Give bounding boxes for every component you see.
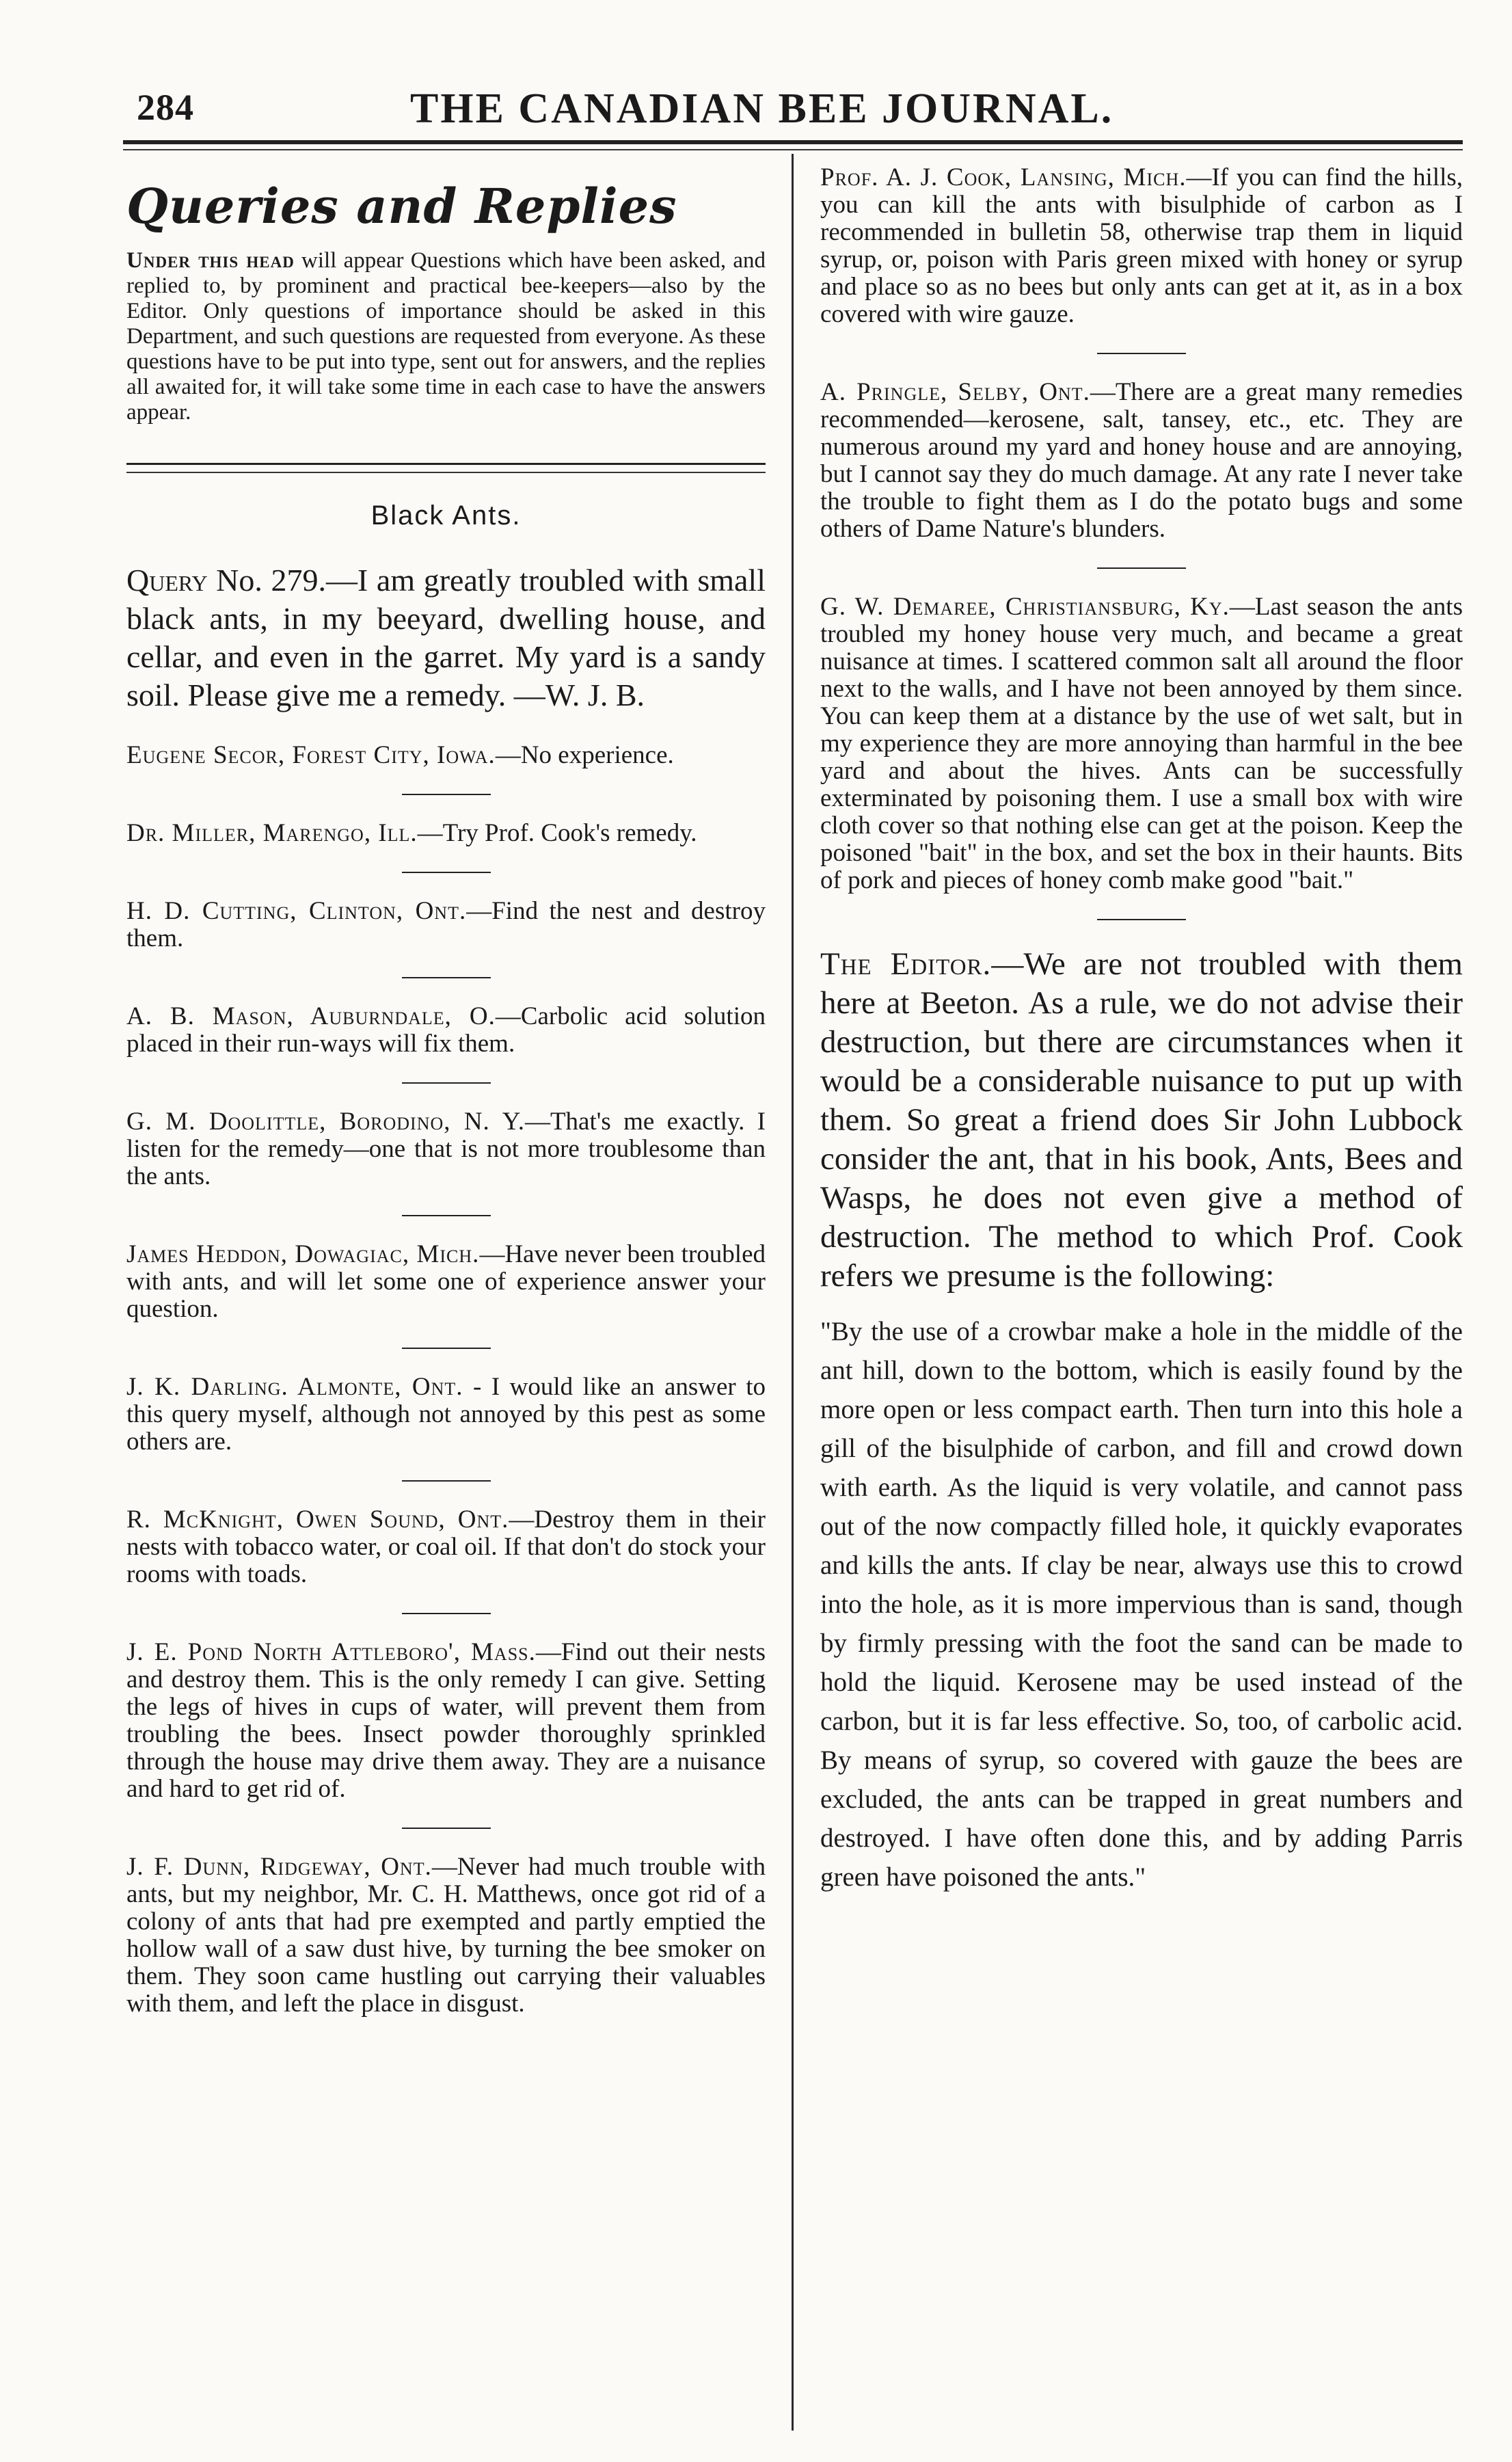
journal-title: THE CANADIAN BEE JOURNAL. — [410, 85, 1114, 132]
reply-text: —Last season the ants troubled my honey house very much, and became a great nuisance at times. I scattered common salt all around the floor next to the walls, and I have not been annoyed by them since. You can keep them at a distance by the use of wet salt, but in my experience they are more annoying than harmful in the bee yard and about the hives. Ants can be successfully exterminated by poisoning them. I use a small box with wire cloth cover so that nothing else can get at the poison. Keep the poisoned "bait" in the box, and set the box in their haunts. Bits of pork and pieces of honey comb make good "bait." — [820, 593, 1463, 894]
reply-text: —Carbolic acid solution placed in their run-ways will fix them. — [126, 1002, 766, 1058]
reply-author: A. Pringle, Selby, Ont. — [820, 378, 1090, 406]
reply-separator — [402, 794, 491, 795]
reply-text: - I would like an answer to this query myself, although not annoyed by this pest as some others are. — [126, 1373, 766, 1456]
header-rule — [123, 140, 1463, 144]
reply-author: J. E. Pond North Attleboro', Mass. — [126, 1638, 536, 1666]
reply — [126, 1241, 766, 1323]
query-lead: Query — [126, 563, 208, 598]
right-column — [807, 164, 1476, 1897]
intro-lead: Under this head — [126, 248, 295, 273]
reply-separator — [402, 872, 491, 873]
reply-text: —If you can find the hills, you can kill the ants with bisulphide of carbon as I recommended in bulletin 58, otherwise trap them in liquid syrup, or, poison with Paris green mixed with honey or syrup and place so as no bees but only ants can get at it, as in a box covered with wire gauze. — [820, 163, 1463, 328]
reply-author: A. B. Mason, Auburndale, O. — [126, 1002, 496, 1030]
editor-text: —We are not troubled with them here at Beeton. As a rule, we do not advise their destruction, but there are circumstances when it would be a considerable nuisance to put up with them. So great a friend does Sir John Lubbock consider the ant, that in his book, Ants, Bees and Wasps, he does not even give a method of destruction. The method to which Prof. Cook refers we presume is the following: — [820, 946, 1463, 1294]
section-divider — [126, 463, 766, 473]
reply-text: —Find the nest and destroy them. — [126, 897, 766, 952]
left-column — [113, 164, 779, 2018]
reply-text: —There are a great many remedies recommended—kerosene, salt, tansey, etc., etc. They are numerous around my yard and honey house and are annoying, but I cannot say they do much damage. At any rate I never take the trouble to fight them as I do the potato bugs and some others of Dame Nature's blunders. — [820, 378, 1463, 543]
reply — [126, 1506, 766, 1588]
reply — [126, 898, 766, 952]
reply-text: —Never had much trouble with ants, but my neighbor, Mr. C. H. Matthews, once got rid of a colony of ants that had pre exempted and partly emptied the hollow wall of a saw dust hive, by turning the bee smoker on them. They soon came hustling out carrying their valuables with them, and left the place in disgust. — [126, 1853, 766, 2018]
reply-author: Dr. Miller, Marengo, Ill. — [126, 819, 418, 847]
editor-quote: "By the use of a crowbar make a hole in the middle of the ant hill, down to the bottom, which is easily found by the more open or less compact earth. Then turn into this hole a gill of the bisulphide of carbon, and fill and crowd down with earth. As the liquid is very volatile, and cannot pass out of the now compactly filled hole, it quickly evaporates and kills the ants. If clay be near, always use this to crowd into the hole, as it is more impervious than is sand, though by firmly pressing with the foot the sand can be made to hold the liquid. Kerosene may be used instead of the carbon, but it is far less effective. So, too, of carbolic acid. By means of syrup, so covered with gauze the bees are excluded, the ants can be trapped in great numbers and destroyed. I have often done this, and by adding Parris green have poisoned the ants." — [820, 1317, 1463, 1892]
reply-author: G. M. Doolittle, Borodino, N. Y. — [126, 1108, 525, 1136]
reply-separator — [1097, 353, 1186, 354]
editor-author: The Editor. — [820, 946, 992, 982]
section-title: Queries and Replies — [126, 178, 677, 235]
query-subhead: Black Ants. — [370, 500, 522, 531]
reply — [126, 742, 766, 769]
reply-author: R. McKnight, Owen Sound, Ont. — [126, 1506, 509, 1534]
reply-author: James Heddon, Dowagiac, Mich. — [126, 1240, 480, 1268]
page-number: 284 — [137, 87, 194, 128]
reply — [820, 379, 1463, 543]
reply-separator — [402, 977, 491, 978]
query-text — [126, 561, 766, 714]
reply-separator — [402, 1348, 491, 1349]
page-header — [123, 81, 1463, 135]
reply-separator — [402, 1613, 491, 1614]
reply-author: J. K. Darling. Almonte, Ont. — [126, 1373, 463, 1401]
reply — [126, 1854, 766, 2018]
editor-reply — [820, 945, 1463, 1296]
reply — [820, 164, 1463, 328]
reply-author: J. F. Dunn, Ridgeway, Ont. — [126, 1853, 432, 1881]
reply-separator — [1097, 567, 1186, 569]
reply-separator — [402, 1480, 491, 1482]
reply-text: —Destroy them in their nests with tobacco water, or coal oil. If that don't do stock your rooms with toads. — [126, 1506, 766, 1588]
reply-author: Prof. A. J. Cook, Lansing, Mich. — [820, 163, 1187, 191]
reply-text: —Have never been troubled with ants, and will let some one of experience answer your question. — [126, 1240, 766, 1323]
section-intro — [126, 248, 766, 425]
header-rule-thin — [123, 149, 1463, 150]
intro-body: will appear Questions which have been asked, and replied to, by prominent and practical bee-keepers—also by the Editor. Only questions of importance should be asked in this Department, and such questions are requested from everyone. As these questions have to be put into type, sent out for answers, and the replies all awaited for, it will take some time in each case to have the answers appear. — [126, 248, 766, 425]
column-divider — [792, 154, 794, 2431]
reply-separator — [1097, 919, 1186, 920]
reply-text: —No experience. — [495, 741, 674, 769]
reply — [126, 1374, 766, 1456]
reply-separator — [402, 1215, 491, 1216]
reply-text: —Find out their nests and destroy them. This is the only remedy I can give. Setting the legs of hives in cups of water, will prevent them from troubling the bees. Insect powder thoroughly sprinkled through the house may drive them away. They are a nuisance and hard to get rid of. — [126, 1638, 766, 1803]
reply — [126, 1003, 766, 1058]
reply — [126, 1108, 766, 1190]
reply — [126, 820, 766, 847]
reply-text: —That's me exactly. I listen for the remedy—one that is not more troublesome than the ants. — [126, 1108, 766, 1190]
reply-author: Eugene Secor, Forest City, Iowa. — [126, 741, 496, 769]
reply — [820, 593, 1463, 894]
reply-author: G. W. Demaree, Christiansburg, Ky. — [820, 593, 1230, 621]
reply-separator — [402, 1082, 491, 1084]
reply-author: H. D. Cutting, Clinton, Ont. — [126, 897, 467, 925]
reply — [126, 1639, 766, 1803]
reply-text: —Try Prof. Cook's remedy. — [417, 819, 697, 847]
query-body: No. 279.—I am greatly troubled with small black ants, in my beeyard, dwelling house, and cellar, and even in the garret. My yard is a sandy soil. Please give me a remedy. —W. J. B. — [126, 563, 766, 712]
reply-separator — [402, 1828, 491, 1829]
